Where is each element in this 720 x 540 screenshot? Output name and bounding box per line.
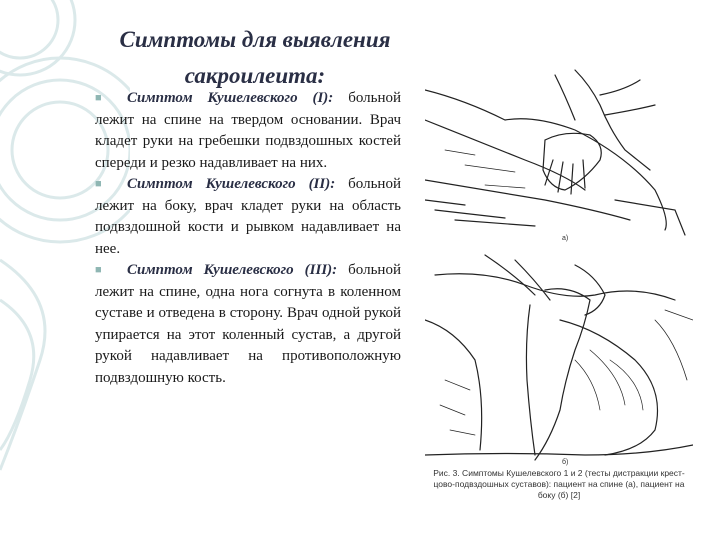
symptom-name: Симптом Кушелевского (II): xyxy=(127,176,336,192)
illustration-panel-b xyxy=(425,255,693,460)
illustration xyxy=(425,60,693,515)
bullet-icon: ■ xyxy=(95,178,102,190)
symptom-name: Симптом Кушелевского (III): xyxy=(127,262,338,278)
symptom-name: Симптом Кушелевского (I): xyxy=(127,90,334,106)
symptom-description: больной лежит на боку, врач кладет руки на область подвздошной кости и рывком надавливает на нее. xyxy=(95,176,401,257)
slide-title: Симптомы для выявления сакроилеита: xyxy=(119,27,391,88)
symptom-list xyxy=(95,88,401,389)
illustration-panel-a xyxy=(425,70,685,235)
symptom-item-3 xyxy=(95,260,401,389)
bullet-icon: ■ xyxy=(95,92,102,104)
bullet-icon: ■ xyxy=(95,264,102,276)
symptom-item-1 xyxy=(95,88,401,174)
panel-b-label: б) xyxy=(562,459,569,466)
symptom-description: больной лежит на спине на твердом основании. Врач кладет руки на гребешки подвздошных костей спереди и резко надавливает на них. xyxy=(95,90,402,171)
symptom-description: больной лежит на спине, одна нога согнута в коленном суставе и отведена в сторону. Врач одной рукой упирается на этот коленный сустав, а другой рукой надавливает на противоположную подвздошную кость. xyxy=(95,262,401,386)
symptom-item-2 xyxy=(95,174,401,260)
figure-caption: Рис. 3. Симптомы Кушелевского 1 и 2 (тесты дистракции крест- цово-подвздошных суставов): пациент на спине (а), пациент на боку (б) [2] xyxy=(433,468,685,500)
panel-a-label: а) xyxy=(562,235,569,242)
